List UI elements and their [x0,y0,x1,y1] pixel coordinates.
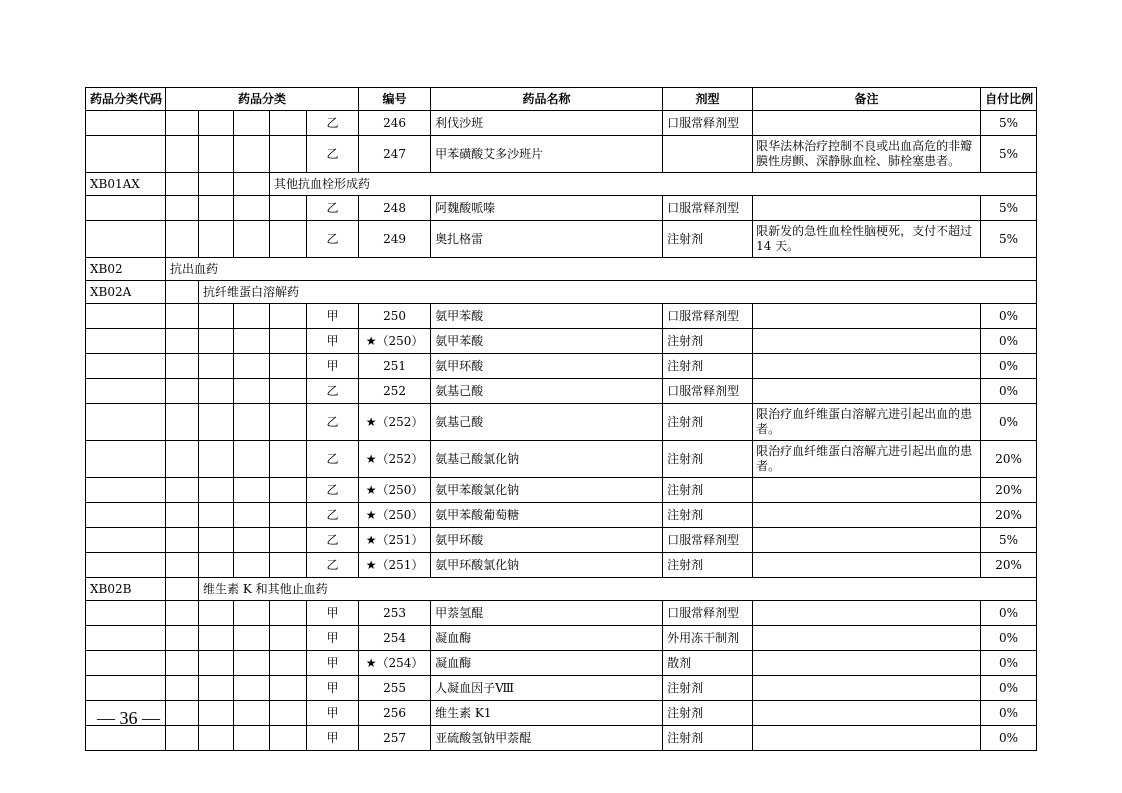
code-cell [86,503,166,528]
grade-cell: 甲 [307,676,359,701]
drug-name-cell: 氨甲环酸氯化钠 [431,553,663,578]
table-row [86,726,1037,751]
ratio-cell: 5% [981,221,1037,258]
code-cell [86,329,166,354]
table-row [86,578,1037,601]
number-cell: ★（251） [359,553,431,578]
dosage-form-cell: 注射剂 [663,221,753,258]
note-cell [753,601,981,626]
category-level-cell [234,553,270,578]
category-level-cell [166,221,199,258]
number-cell: 252 [359,379,431,404]
dosage-form-cell: 注射剂 [663,503,753,528]
drug-name-cell: 凝血酶 [431,651,663,676]
category-level-cell [199,651,234,676]
category-level-cell [166,503,199,528]
category-level-cell [199,329,234,354]
table-row [86,404,1037,441]
ratio-cell: 5% [981,136,1037,173]
table-row [86,701,1037,726]
grade-cell: 甲 [307,651,359,676]
category-level-cell [234,651,270,676]
code-cell [86,553,166,578]
category-level-cell [270,136,307,173]
ratio-cell: 20% [981,478,1037,503]
category-level-cell [199,676,234,701]
ratio-cell: 0% [981,626,1037,651]
code-cell [86,441,166,478]
drug-name-cell: 氨甲环酸 [431,528,663,553]
code-cell: XB02B [86,578,166,601]
code-cell [86,626,166,651]
dosage-form-cell: 注射剂 [663,478,753,503]
note-cell: 限华法林治疗控制不良或出血高危的非瓣膜性房颤、深静脉血栓、肺栓塞患者。 [753,136,981,173]
number-cell: ★（252） [359,404,431,441]
dosage-form-cell: 注射剂 [663,354,753,379]
drug-name-cell: 甲苯磺酸艾多沙班片 [431,136,663,173]
number-cell: 251 [359,354,431,379]
category-level-cell [199,354,234,379]
dosage-form-cell: 注射剂 [663,441,753,478]
drug-table [85,87,1037,751]
number-cell: 246 [359,111,431,136]
table-row [86,354,1037,379]
category-level-cell [234,528,270,553]
category-level-cell [199,136,234,173]
note-cell [753,478,981,503]
table-row [86,601,1037,626]
category-level-cell [199,601,234,626]
code-cell [86,379,166,404]
code-cell [86,404,166,441]
drug-name-cell: 阿魏酸哌嗪 [431,196,663,221]
grade-cell: 乙 [307,111,359,136]
number-cell: 253 [359,601,431,626]
code-cell: XB02 [86,258,166,281]
table-row [86,173,1037,196]
category-level-cell [270,111,307,136]
category-level-cell [234,136,270,173]
category-level-cell [166,651,199,676]
category-level-cell [166,379,199,404]
table-row [86,196,1037,221]
dosage-form-cell: 注射剂 [663,404,753,441]
dosage-form-cell: 口服常释剂型 [663,379,753,404]
category-level-cell [166,329,199,354]
dosage-form-cell [663,136,753,173]
dosage-form-cell: 注射剂 [663,726,753,751]
dosage-form-cell: 口服常释剂型 [663,304,753,329]
category-level-cell [166,304,199,329]
note-cell [753,304,981,329]
header-name: 药品名称 [431,88,663,111]
grade-cell: 乙 [307,136,359,173]
ratio-cell: 0% [981,701,1037,726]
ratio-cell: 0% [981,304,1037,329]
number-cell: 248 [359,196,431,221]
table-row [86,281,1037,304]
category-level-cell [234,404,270,441]
table-row [86,553,1037,578]
category-level-cell [234,478,270,503]
drug-name-cell: 维生素 K1 [431,701,663,726]
category-level-cell [166,136,199,173]
category-label-cell: 抗纤维蛋白溶解药 [199,281,1037,304]
category-level-cell [199,701,234,726]
note-cell [753,626,981,651]
category-level-cell [270,601,307,626]
category-level-cell [270,701,307,726]
category-label-cell: 抗出血药 [166,258,1037,281]
table-row [86,221,1037,258]
code-cell [86,676,166,701]
category-level-cell [199,726,234,751]
category-level-cell [199,626,234,651]
category-level-cell [270,329,307,354]
grade-cell: 乙 [307,441,359,478]
drug-name-cell: 氨基己酸 [431,404,663,441]
category-level-cell [270,676,307,701]
category-level-cell [270,304,307,329]
dosage-form-cell: 散剂 [663,651,753,676]
code-cell [86,601,166,626]
number-cell: ★（254） [359,651,431,676]
note-cell [753,503,981,528]
category-level-cell [166,281,199,304]
category-level-cell [234,441,270,478]
category-level-cell [234,726,270,751]
table-row [86,676,1037,701]
category-level-cell [270,404,307,441]
table-header-row [86,88,1037,111]
dosage-form-cell: 注射剂 [663,676,753,701]
dosage-form-cell: 注射剂 [663,553,753,578]
dosage-form-cell: 口服常释剂型 [663,111,753,136]
drug-name-cell: 利伐沙班 [431,111,663,136]
category-level-cell [270,528,307,553]
category-level-cell [234,196,270,221]
category-level-cell [270,651,307,676]
drug-name-cell: 人凝血因子Ⅷ [431,676,663,701]
category-level-cell [199,503,234,528]
ratio-cell: 5% [981,196,1037,221]
ratio-cell: 5% [981,528,1037,553]
number-cell: 247 [359,136,431,173]
drug-name-cell: 氨基己酸氯化钠 [431,441,663,478]
category-level-cell [199,111,234,136]
category-level-cell [199,304,234,329]
category-level-cell [234,329,270,354]
grade-cell: 乙 [307,404,359,441]
category-level-cell [166,528,199,553]
number-cell: 255 [359,676,431,701]
ratio-cell: 20% [981,503,1037,528]
ratio-cell: 20% [981,441,1037,478]
dosage-form-cell: 注射剂 [663,329,753,354]
category-level-cell [270,478,307,503]
grade-cell: 乙 [307,196,359,221]
category-level-cell [270,726,307,751]
number-cell: ★（250） [359,503,431,528]
category-level-cell [270,441,307,478]
category-level-cell [199,379,234,404]
note-cell: 限治疗血纤维蛋白溶解亢进引起出血的患者。 [753,404,981,441]
note-cell [753,651,981,676]
grade-cell: 甲 [307,601,359,626]
grade-cell: 乙 [307,528,359,553]
dosage-form-cell: 外用冻干制剂 [663,626,753,651]
number-cell: ★（251） [359,528,431,553]
table-row [86,258,1037,281]
category-level-cell [166,578,199,601]
grade-cell: 乙 [307,221,359,258]
category-level-cell [234,111,270,136]
table-row [86,111,1037,136]
category-level-cell [166,601,199,626]
grade-cell: 甲 [307,329,359,354]
table-row [86,441,1037,478]
grade-cell: 甲 [307,726,359,751]
number-cell: ★（250） [359,329,431,354]
note-cell [753,701,981,726]
category-level-cell [270,626,307,651]
header-category: 药品分类 [166,88,359,111]
category-level-cell [199,196,234,221]
code-cell: XB02A [86,281,166,304]
number-cell: ★（252） [359,441,431,478]
category-level-cell [166,441,199,478]
drug-name-cell: 氨基己酸 [431,379,663,404]
note-cell [753,354,981,379]
category-level-cell [199,221,234,258]
note-cell [753,726,981,751]
note-cell [753,379,981,404]
category-level-cell [166,404,199,441]
table-row [86,478,1037,503]
category-label-cell: 其他抗血栓形成药 [270,173,1037,196]
category-level-cell [270,221,307,258]
drug-name-cell: 氨甲苯酸葡萄糖 [431,503,663,528]
note-cell [753,111,981,136]
ratio-cell: 0% [981,404,1037,441]
category-level-cell [234,173,270,196]
ratio-cell: 0% [981,379,1037,404]
code-cell [86,304,166,329]
code-cell [86,651,166,676]
category-level-cell [234,503,270,528]
header-code: 药品分类代码 [86,88,166,111]
grade-cell: 乙 [307,503,359,528]
ratio-cell: 0% [981,726,1037,751]
dosage-form-cell: 口服常释剂型 [663,528,753,553]
number-cell: ★（250） [359,478,431,503]
ratio-cell: 0% [981,329,1037,354]
grade-cell: 甲 [307,354,359,379]
grade-cell: 乙 [307,553,359,578]
drug-name-cell: 氨甲苯酸 [431,329,663,354]
number-cell: 257 [359,726,431,751]
code-cell [86,726,166,751]
code-cell [86,196,166,221]
note-cell [753,553,981,578]
dosage-form-cell: 注射剂 [663,701,753,726]
table-row [86,304,1037,329]
header-form: 剂型 [663,88,753,111]
note-cell [753,676,981,701]
code-cell: XB01AX [86,173,166,196]
header-number: 编号 [359,88,431,111]
category-level-cell [199,478,234,503]
dosage-form-cell: 口服常释剂型 [663,196,753,221]
drug-name-cell: 亚硫酸氢钠甲萘醌 [431,726,663,751]
ratio-cell: 0% [981,676,1037,701]
category-level-cell [166,173,199,196]
table-row [86,626,1037,651]
category-level-cell [234,304,270,329]
number-cell: 254 [359,626,431,651]
table-row [86,136,1037,173]
drug-name-cell: 氨甲环酸 [431,354,663,379]
code-cell [86,354,166,379]
category-level-cell [199,528,234,553]
note-cell: 限治疗血纤维蛋白溶解亢进引起出血的患者。 [753,441,981,478]
category-level-cell [166,354,199,379]
number-cell: 249 [359,221,431,258]
code-cell [86,111,166,136]
category-level-cell [199,404,234,441]
table-row [86,329,1037,354]
grade-cell: 乙 [307,478,359,503]
drug-name-cell: 甲萘氢醌 [431,601,663,626]
category-level-cell [234,354,270,379]
category-level-cell [199,553,234,578]
category-level-cell [270,354,307,379]
category-level-cell [166,553,199,578]
ratio-cell: 5% [981,111,1037,136]
table-row [86,379,1037,404]
dosage-form-cell: 口服常释剂型 [663,601,753,626]
number-cell: 256 [359,701,431,726]
note-cell: 限新发的急性血栓性脑梗死，支付不超过 14 天。 [753,221,981,258]
category-level-cell [270,503,307,528]
category-level-cell [270,196,307,221]
grade-cell: 乙 [307,379,359,404]
category-level-cell [166,701,199,726]
category-level-cell [234,676,270,701]
code-cell [86,478,166,503]
grade-cell: 甲 [307,626,359,651]
category-level-cell [234,626,270,651]
category-level-cell [234,601,270,626]
category-label-cell: 维生素 K 和其他止血药 [199,578,1037,601]
category-level-cell [166,478,199,503]
category-level-cell [234,221,270,258]
grade-cell: 甲 [307,701,359,726]
code-cell [86,528,166,553]
ratio-cell: 0% [981,601,1037,626]
grade-cell: 甲 [307,304,359,329]
number-cell: 250 [359,304,431,329]
category-level-cell [270,553,307,578]
header-ratio: 自付比例 [981,88,1037,111]
table-row [86,503,1037,528]
category-level-cell [270,379,307,404]
table-body [86,111,1037,751]
note-cell [753,329,981,354]
header-note: 备注 [753,88,981,111]
category-level-cell [199,441,234,478]
code-cell [86,136,166,173]
category-level-cell [166,726,199,751]
category-level-cell [166,676,199,701]
table-row [86,651,1037,676]
ratio-cell: 0% [981,354,1037,379]
category-level-cell [234,701,270,726]
note-cell [753,196,981,221]
category-level-cell [199,173,234,196]
drug-name-cell: 氨甲苯酸氯化钠 [431,478,663,503]
ratio-cell: 20% [981,553,1037,578]
drug-name-cell: 奥扎格雷 [431,221,663,258]
category-level-cell [166,626,199,651]
category-level-cell [166,196,199,221]
table-row [86,528,1037,553]
drug-name-cell: 氨甲苯酸 [431,304,663,329]
category-level-cell [234,379,270,404]
code-cell [86,221,166,258]
note-cell [753,528,981,553]
category-level-cell [166,111,199,136]
page-number: — 36 — [97,708,160,728]
ratio-cell: 0% [981,651,1037,676]
drug-name-cell: 凝血酶 [431,626,663,651]
